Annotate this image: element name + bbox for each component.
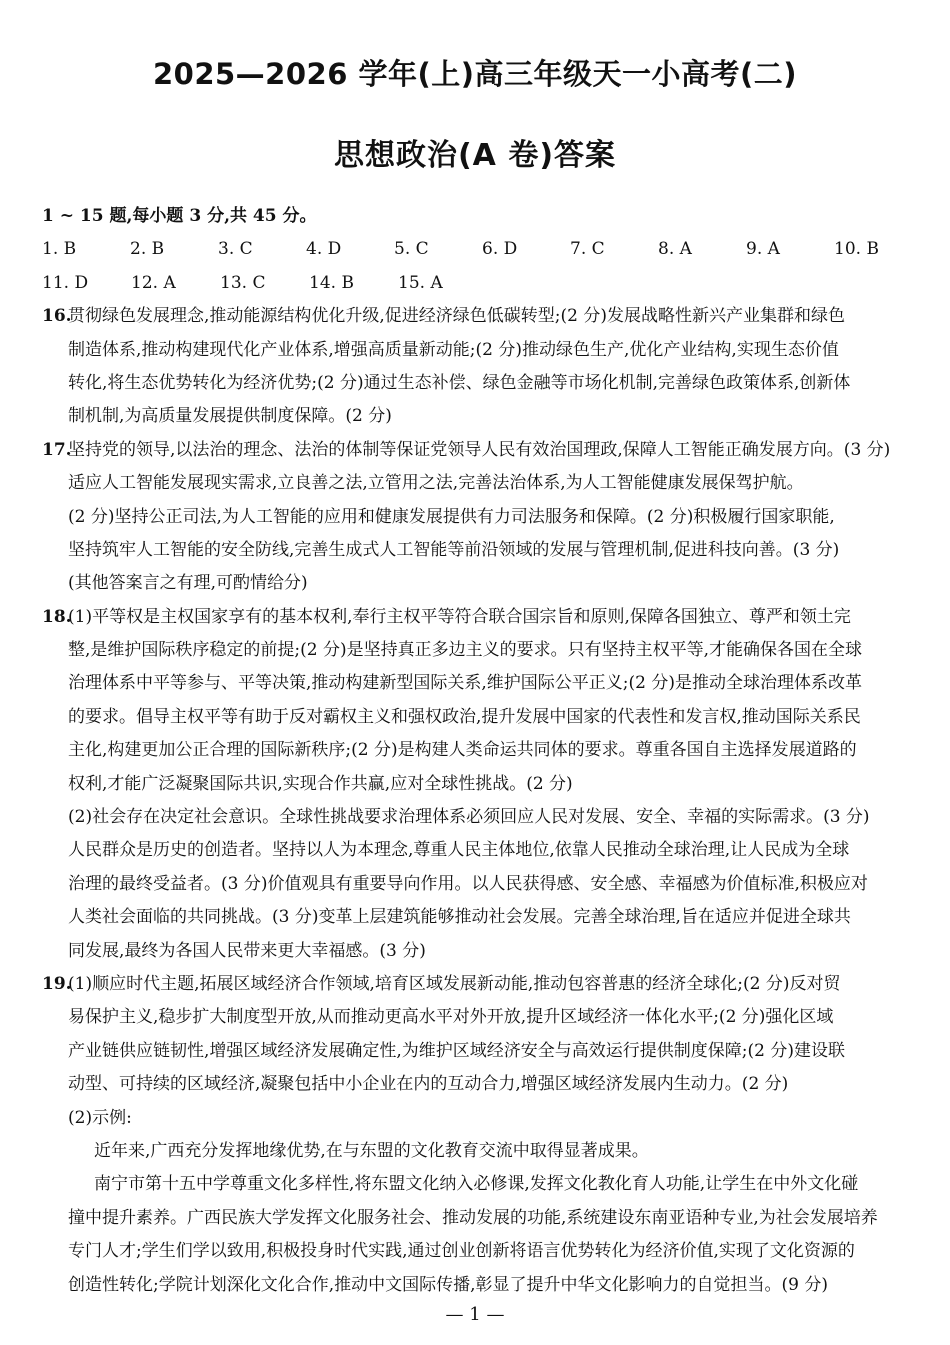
answer-line: (2 分)坚持公正司法,为人工智能的应用和健康发展提供有力司法服务和保障。(2 分)积极履行国家职能, xyxy=(68,506,835,527)
question-16 xyxy=(42,300,922,434)
answer-row-1 xyxy=(42,233,922,266)
answer-line: 产业链供应链韧性,增强区域经济发展确定性,为维护区域经济安全与高效运行提供制度保障;(2 分)建设联 xyxy=(68,1040,846,1061)
question-number: 19. xyxy=(42,973,72,994)
answer-line: 坚持党的领导,以法治的理念、法治的体制等保证党领导人民有效治国理政,保障人工智能正确发展方向。(3 分) xyxy=(68,439,891,460)
answer-item: 1. B xyxy=(42,239,77,260)
exam-title: 2025—2026 学年(上)高三年级天一小高考(二) xyxy=(152,57,798,91)
question-18 xyxy=(42,601,922,968)
example-paragraph: 近年来,广西充分发挥地缘优势,在与东盟的文化教育交流中取得显著成果。 xyxy=(94,1140,649,1161)
answer-line: 人民群众是历史的创造者。坚持以人为本理念,尊重人民主体地位,依靠人民推动全球治理,让人民成为全球 xyxy=(68,840,850,861)
answer-content xyxy=(42,200,922,1302)
objective-intro: 1 ~ 15 题,每小题 3 分,共 45 分。 xyxy=(42,206,317,226)
answer-item: 4. D xyxy=(306,239,342,260)
answer-line: 制造体系,推动构建现代化产业体系,增强高质量新动能;(2 分)推动绿色生产,优化产业结构,实现生态价值 xyxy=(68,339,839,360)
answer-line: 整,是维护国际秩序稳定的前提;(2 分)是坚持真正多边主义的要求。只有坚持主权平等,才能确保各国在全球 xyxy=(68,640,863,661)
answer-item: 5. C xyxy=(394,239,429,260)
answer-line: 制机制,为高质量发展提供制度保障。(2 分) xyxy=(68,406,392,427)
example-label: (2)示例: xyxy=(68,1107,132,1128)
answer-item: 12. A xyxy=(131,272,176,293)
answer-item: 10. B xyxy=(834,239,879,260)
question-17 xyxy=(42,434,922,601)
answer-item: 6. D xyxy=(482,239,518,260)
question-number: 16. xyxy=(42,306,72,327)
answer-line: 贯彻绿色发展理念,推动能源结构优化升级,促进经济绿色低碳转型;(2 分)发展战略性新兴产业集群和绿色 xyxy=(68,306,846,327)
example-paragraph: 南宁市第十五中学尊重文化多样性,将东盟文化纳入必修课,发挥文化教化育人功能,让学生在中外文化碰 xyxy=(94,1174,859,1195)
answer-line: 转化,将生态优势转化为经济优势;(2 分)通过生态补偿、绿色金融等市场化机制,完善绿色政策体系,创新体 xyxy=(68,372,851,393)
question-number: 18. xyxy=(42,606,72,627)
answer-line: (1)平等权是主权国家享有的基本权利,奉行主权平等符合联合国宗旨和原则,保障各国独立、尊严和领土完 xyxy=(68,606,851,627)
question-19 xyxy=(42,968,922,1302)
answer-item: 9. A xyxy=(746,239,780,260)
answer-line: 专门人才;学生们学以致用,积极投身时代实践,通过创业创新将语言优势转化为经济价值,实现了文化资源的 xyxy=(68,1241,855,1262)
answer-item: 3. C xyxy=(218,239,253,260)
answer-line: 的要求。倡导主权平等有助于反对霸权主义和强权政治,提升发展中国家的代表性和发言权,推动国际关系民 xyxy=(68,706,861,727)
answer-line: 人类社会面临的共同挑战。(3 分)变革上层建筑能够推动社会发展。完善全球治理,旨在适应并促进全球共 xyxy=(68,907,851,928)
answer-item: 14. B xyxy=(309,272,354,293)
answer-line: 主化,构建更加公正合理的国际新秩序;(2 分)是构建人类命运共同体的要求。尊重各国自主选择发展道路的 xyxy=(68,740,857,761)
answer-item: 2. B xyxy=(130,239,165,260)
answer-line: 适应人工智能发展现实需求,立良善之法,立管用之法,完善法治体系,为人工智能健康发展保驾护航。 xyxy=(68,473,804,494)
answer-line: 治理的最终受益者。(3 分)价值观具有重要导向作用。以人民获得感、安全感、幸福感为价值标准,积极应对 xyxy=(68,873,868,894)
answer-line: (1)顺应时代主题,拓展区域经济合作领域,培育区域发展新动能,推动包容普惠的经济全球化;(2 分)反对贸 xyxy=(68,973,841,994)
answer-line: 易保护主义,稳步扩大制度型开放,从而推动更高水平对外开放,提升区域经济一体化水平;(2 分)强化区域 xyxy=(68,1007,834,1028)
answer-line: 坚持筑牢人工智能的安全防线,完善生成式人工智能等前沿领域的发展与管理机制,促进科技向善。(3 分) xyxy=(68,539,840,560)
answer-item: 13. C xyxy=(220,272,266,293)
page-number: — 1 — xyxy=(445,1304,505,1325)
answer-line: (其他答案言之有理,可酌情给分) xyxy=(68,573,308,594)
answer-line: 创造性转化;学院计划深化文化合作,推动中文国际传播,彰显了提升中华文化影响力的自觉担当。(9 分) xyxy=(68,1274,829,1295)
answer-line: 动型、可持续的区域经济,凝聚包括中小企业在内的互动合力,增强区域经济发展内生动力。(2 分) xyxy=(68,1074,789,1095)
answer-row-2 xyxy=(42,267,922,300)
subject-title: 思想政治(A 卷)答案 xyxy=(333,138,617,173)
answer-item: 15. A xyxy=(398,272,443,293)
answer-item: 8. A xyxy=(658,239,692,260)
question-number: 17. xyxy=(42,439,72,460)
answer-line: (2)社会存在决定社会意识。全球性挑战要求治理体系必须回应人民对发展、安全、幸福的实际需求。(3 分) xyxy=(68,807,870,828)
answer-item: 11. D xyxy=(42,272,89,293)
answer-line: 权利,才能广泛凝聚国际共识,实现合作共赢,应对全球性挑战。(2 分) xyxy=(68,773,573,794)
answer-line: 治理体系中平等参与、平等决策,推动构建新型国际关系,维护国际公平正义;(2 分)是推动全球治理体系改革 xyxy=(68,673,863,694)
answer-line: 同发展,最终为各国人民带来更大幸福感。(3 分) xyxy=(68,940,426,961)
answer-line: 撞中提升素养。广西民族大学发挥文化服务社会、推动发展的功能,系统建设东南亚语种专业,为社会发展培养 xyxy=(68,1207,878,1228)
answer-item: 7. C xyxy=(570,239,605,260)
